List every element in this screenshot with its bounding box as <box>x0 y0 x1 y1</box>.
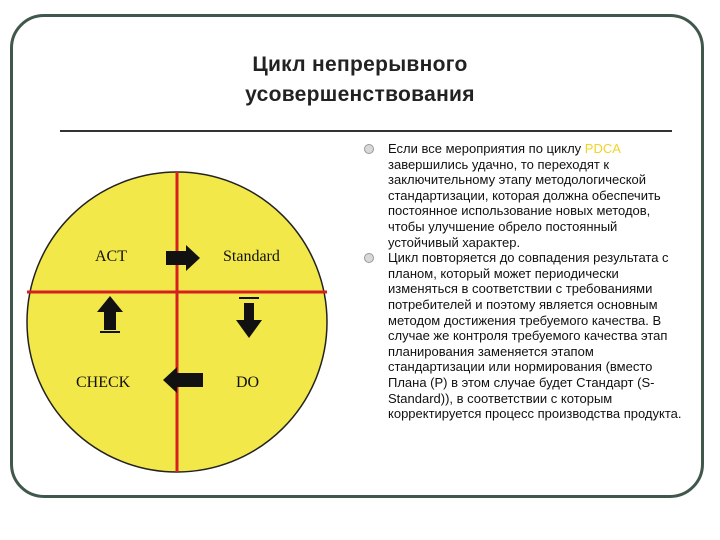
title-line-2: усовершенствования <box>245 83 475 106</box>
quadrant-label-standard: Standard <box>223 248 280 265</box>
bullet-1-text-after: завершились удачно, то переходят к заключительному этапу методологической стандартизации, которая должна обеспечить постоянное использование новых методов, чтобы улучшение обрело постоянный устойчивый характер. <box>388 156 661 250</box>
bullet-item-2 <box>364 250 686 422</box>
bullet-dot-icon <box>364 144 374 154</box>
quadrant-label-act: ACT <box>95 248 127 265</box>
bullet-2-text: Цикл повторяется до совпадения результата с планом, который может периодически изменяться в соответствии с требованиями потребителей и поэтому является основным методом достижения требуемого качества. В случае же контроля требуемого качества этап планирования заменяется этапом стандартизации или нормирования (вместо Плана (P) в этом случае будет Стандарт (S-Standard)), в соответствии с которым корректируется процесс производства продукта. <box>388 250 682 422</box>
quadrant-label-do: DO <box>236 374 260 391</box>
bullet-dot-icon <box>364 253 374 263</box>
bullet-list <box>364 141 686 422</box>
quadrant-label-check: CHECK <box>76 374 131 391</box>
title-line-1: Цикл непрерывного <box>252 53 468 76</box>
bullet-1-text-before: Если все мероприятия по циклу <box>388 141 585 156</box>
bullet-item-1 <box>364 141 686 250</box>
bullet-1-highlight-pdca: PDCA <box>584 141 621 156</box>
